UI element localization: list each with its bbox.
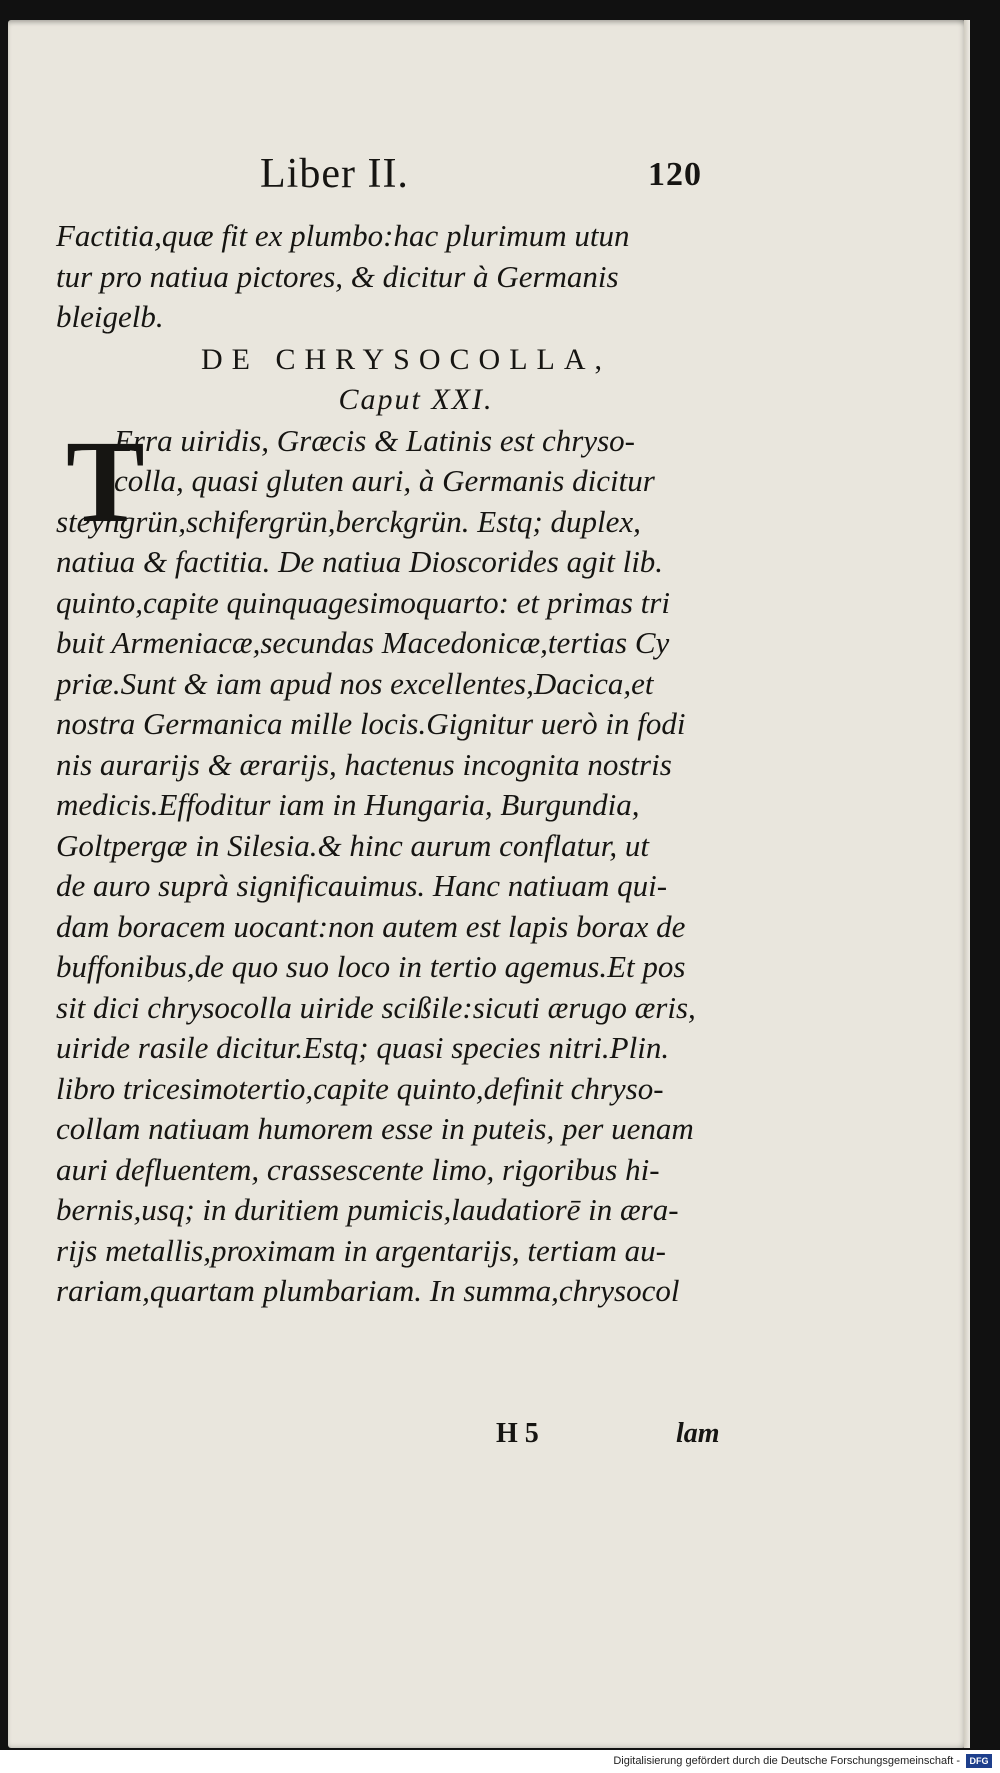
text-line: de auro suprà significauimus. Hanc natiuam qui- <box>56 868 668 903</box>
text-line: nostra Germanica mille locis.Gignitur uerò in fodi <box>56 706 686 741</box>
text-line: steyngrün,schifergrün,berckgrün. Estq; duplex, <box>56 503 641 539</box>
drop-cap: T <box>66 415 145 547</box>
text-line: Factitia,quæ fit ex plumbo:hac plurimum utun <box>56 218 630 253</box>
page-edge <box>964 20 970 1748</box>
catchword: lam <box>676 1418 720 1449</box>
footer-bar <box>0 1750 1000 1773</box>
chapter-subtitle: Caput XXI. <box>338 383 494 416</box>
text-line: collam natiuam humorem esse in puteis, per uenam <box>56 1111 694 1146</box>
chapter-body <box>56 415 736 1312</box>
text-line: natiua & factitia. De natiua Dioscorides agit lib. <box>56 544 664 579</box>
text-line: medicis.Effoditur iam in Hungaria, Burgundia, <box>56 787 640 822</box>
text-line: Goltpergæ in Silesia.& hinc aurum conflatur, ut <box>56 827 650 863</box>
text-line: bernis,usq; in duritiem pumicis,laudatiorē in æra- <box>56 1192 679 1227</box>
text-line: priæ.Sunt & iam apud nos excellentes,Dacica,et <box>56 665 654 701</box>
text-line: rijs metallis,proximam in argentarijs, tertiam au- <box>56 1232 666 1268</box>
text-line: colla, quasi gluten auri, à Germanis dicitur <box>114 463 655 498</box>
text-line: rariam,quartam plumbariam. In summa,chrysocol <box>56 1273 680 1308</box>
footer-credit: Digitalisierung gefördert durch die Deutsche Forschungsgemeinschaft - <box>613 1755 960 1767</box>
text-line: Erra uiridis, Græcis & Latinis est chryso- <box>114 422 636 458</box>
dfg-logo-icon: DFG <box>966 1754 992 1768</box>
text-block <box>56 216 736 1312</box>
text-line: dam boracem uocant:non autem est lapis borax de <box>56 908 686 944</box>
text-line: libro tricesimotertio,capite quinto,definit chryso- <box>56 1070 664 1106</box>
signature-mark: H 5 <box>496 1418 539 1449</box>
text-line: buffonibus,de quo suo loco in tertio agemus.Et pos <box>56 949 686 984</box>
text-line: quinto,capite quinquagesimoquarto: et primas tri <box>56 584 670 620</box>
text-line: uiride rasile dicitur.Estq; quasi species nitri.Plin. <box>56 1030 670 1065</box>
text-line: buit Armeniacæ,secundas Macedonicæ,tertias Cy <box>56 625 670 660</box>
running-title: Liber II. <box>260 151 409 197</box>
page-number: 120 <box>648 156 702 193</box>
signature-row <box>8 1418 968 1458</box>
page-header <box>8 150 968 210</box>
text-line: auri defluentem, crassescente limo, rigoribus hi- <box>56 1151 660 1187</box>
text-line: tur pro natiua pictores, & dicitur à Germanis <box>56 258 619 294</box>
text-line: bleigelb. <box>56 299 164 334</box>
text-line: sit dici chrysocolla uiride scißile:sicuti ærugo æris, <box>56 989 696 1025</box>
book-page <box>8 20 968 1748</box>
chapter-title: DE CHRYSOCOLLA, <box>200 342 612 376</box>
text-line: nis aurarijs & ærarijs, hactenus incognita nostris <box>56 746 672 782</box>
